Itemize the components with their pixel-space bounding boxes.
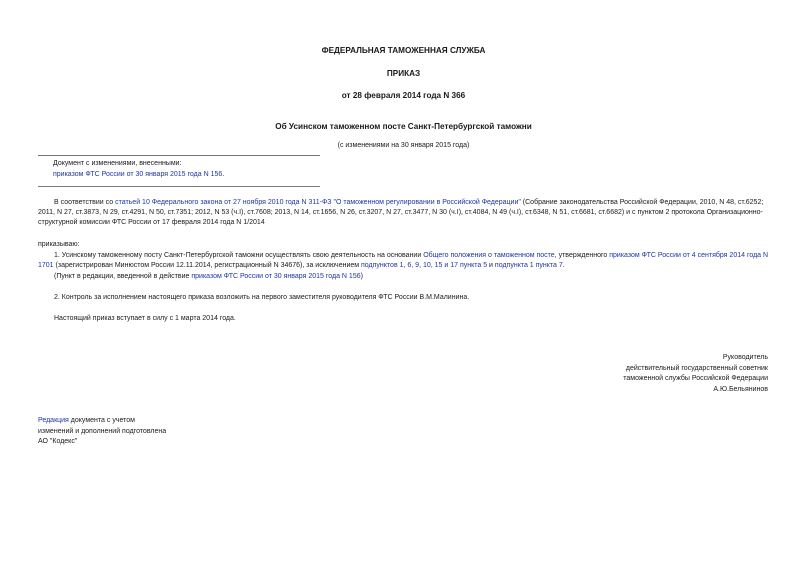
doc-title: Об Усинском таможенном посте Санкт-Петербургской таможни <box>275 122 532 131</box>
amend-order-link[interactable]: приказом ФТС России от 30 января 2015 года N 156 <box>191 273 361 280</box>
preamble: В соответствии со статьей 10 Федерального закона от 27 ноября 2010 года N 311-ФЗ "О таможенном регулировании в Российской Федерации" (Собрание законодательства Российской Федерации, 2010, N 48, ст.6252; 2011, N 27, ст.3873, N 29, ст.4291, N 50, ст.7351; 2012, N 53 (ч.I), ст.7608; 2013, N 14, ст.1656, N 26, ст.3207, N 27, ст.3477, N 30 (ч.I), ст.4084, N 49 (ч.I), ст.6348, N 51, ст.6681, ст.6682) и с пунктом 2 протокола Организационно-структурной комиссии ФТС России от 17 февраля 2014 года N 1/2014 <box>38 199 764 226</box>
changes-link[interactable]: приказом ФТС России от 30 января 2015 года N 156 <box>53 171 223 178</box>
general-provision-link[interactable]: Общего положения о таможенном посте <box>423 252 555 259</box>
signature-block <box>468 353 768 395</box>
item-2: 2. Контроль за исполнением настоящего приказа возложить на первого заместителя руководителя ФТС России В.М.Малинина. <box>54 294 470 301</box>
divider-bottom <box>38 186 320 187</box>
signature-service: таможенной службы Российской Федерации <box>623 375 768 382</box>
divider-top <box>38 155 320 156</box>
changes-line: Документ с изменениями, внесенными: <box>53 160 182 167</box>
order-word: приказываю: <box>38 241 80 248</box>
edition-link[interactable]: Редакция <box>38 417 69 424</box>
footer-note: Редакция документа с учетом изменений и дополнений подготовлена АО "Кодекс" <box>38 417 167 445</box>
signature-name: А.Ю.Бельянинов <box>713 385 768 393</box>
item-3: Настоящий приказ вступает в силу с 1 марта 2014 года. <box>54 315 236 322</box>
signature-title: Руководитель <box>722 354 768 361</box>
law-link[interactable]: статьей 10 Федерального закона от 27 ноября 2010 года N 311-ФЗ "О таможенном регулировании в Российской Федерации" <box>115 199 521 206</box>
subpoint-link[interactable]: подпункта 1 пункта 7 <box>494 262 563 269</box>
amend-note: (с изменениями на 30 января 2015 года) <box>337 142 470 149</box>
changes-link-line: приказом ФТС России от 30 января 2015 года N 156. <box>53 171 225 178</box>
agency-name: ФЕДЕРАЛЬНАЯ ТАМОЖЕННАЯ СЛУЖБА <box>321 46 486 55</box>
doc-date: от 28 февраля 2014 года N 366 <box>341 91 466 100</box>
item-1: 1. Усинскому таможенному посту Санкт-Петербургской таможни осуществлять свою деятельность на основании Общего положения о таможенном посте, утвержденного приказом ФТС России от 4 сентября 2014 года N 1701 (зарегистрирован Минюстом России 12.11.2014, регистрационный N 34676), за исключением подпунктов 1, 6, 9, 10, 15 и 17 пункта 5 и подпункта 1 пункта 7. <box>38 252 769 269</box>
subpoints-link[interactable]: подпунктов 1, 6, 9, 10, 15 и 17 пункта 5 <box>361 262 488 269</box>
item-1-note: (Пункт в редакции, введенной в действие приказом ФТС России от 30 января 2015 года N 156) <box>54 273 363 280</box>
signature-rank: действительный государственный советник <box>625 364 768 372</box>
order-1701-link[interactable]: приказом ФТС России от 4 сентября 2014 года N 1701 <box>38 252 769 269</box>
doc-type: ПРИКАЗ <box>386 69 421 78</box>
